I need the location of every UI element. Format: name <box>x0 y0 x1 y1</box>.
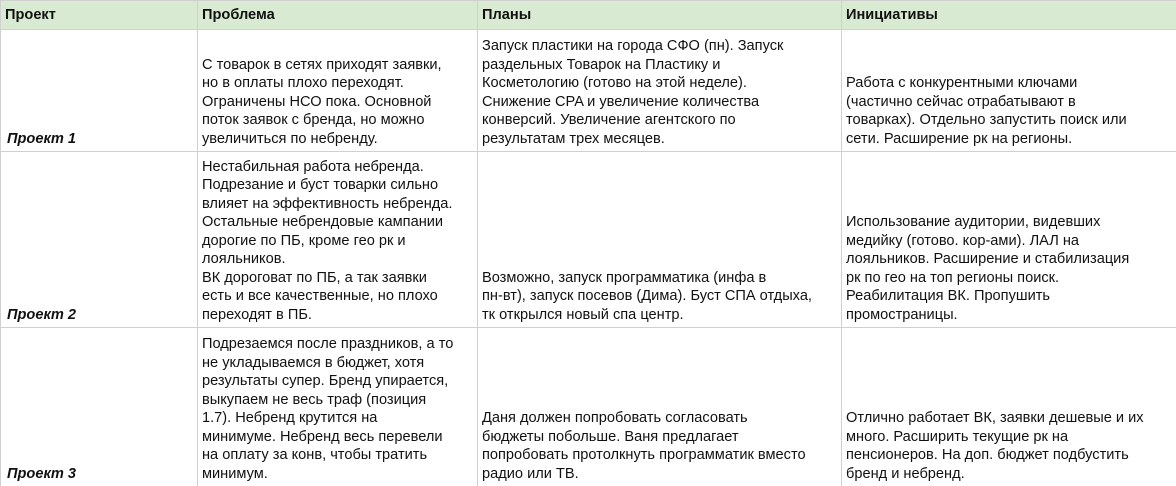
cell-plans[interactable]: Запуск пластики на города СФО (пн). Запуск раздельных Товарок на Пластику и Косметологию (готово на этой неделе). Снижение CPA и увеличение количества конверсий. Увеличение агентского по результатам трех месяцев. <box>478 30 842 152</box>
cell-problem[interactable]: Подрезаемся после праздников, а то не укладываемся в бюджет, хотя результаты супер. Бренд упирается, выкупаем не весь траф (позиция 1.7). Небренд крутится на минимуме. Небренд весь перевели на оплату за конв, чтобы тратить минимум. <box>198 328 478 486</box>
header-initiatives[interactable]: Инициативы <box>842 1 1176 30</box>
cell-initiatives[interactable]: Отлично работает ВК, заявки дешевые и их много. Расширить текущие рк на пенсионеров. На доп. бюджет подбустить бренд и небренд. <box>842 328 1176 486</box>
cell-problem[interactable]: Нестабильная работа небренда. Подрезание и буст товарки сильно влияет на эффективность небренда. Остальные небрендовые кампании дорогие по ПБ, кроме гео рк и лояльников. ВК дороговат по ПБ, а так заявки есть и все качественные, но плохо переходят в ПБ. <box>198 152 478 328</box>
cell-initiatives[interactable]: Использование аудитории, видевших медийку (готово. кор-ами). ЛАЛ на лояльников. Расширение и стабилизация рк по гео на топ регионы поиск. Реабилитация ВК. Пропушить промостраницы. <box>842 152 1176 328</box>
cell-plans[interactable]: Возможно, запуск программатика (инфа в пн-вт), запуск посевов (Дима). Буст СПА отдыха, тк открылся новый спа центр. <box>478 152 842 328</box>
header-plans[interactable]: Планы <box>478 1 842 30</box>
table-row <box>1 30 1176 152</box>
table-row <box>1 152 1176 328</box>
cell-plans[interactable]: Даня должен попробовать согласовать бюджеты побольше. Ваня предлагает попробовать протолкнуть программатик вместо радио или ТВ. <box>478 328 842 486</box>
cell-project[interactable]: Проект 2 <box>1 152 198 328</box>
cell-problem[interactable]: С товарок в сетях приходят заявки, но в оплаты плохо переходят. Ограничены НСО пока. Основной поток заявок с бренда, но можно увеличиться по небренду. <box>198 30 478 152</box>
cell-project[interactable]: Проект 3 <box>1 328 198 486</box>
header-project[interactable]: Проект <box>1 1 198 30</box>
table-row <box>1 328 1176 486</box>
header-row <box>1 1 1176 30</box>
cell-project[interactable]: Проект 1 <box>1 30 198 152</box>
header-problem[interactable]: Проблема <box>198 1 478 30</box>
cell-initiatives[interactable]: Работа с конкурентными ключами (частично сейчас отрабатывают в товарках). Отдельно запустить поиск или сети. Расширение рк на регионы. <box>842 30 1176 152</box>
